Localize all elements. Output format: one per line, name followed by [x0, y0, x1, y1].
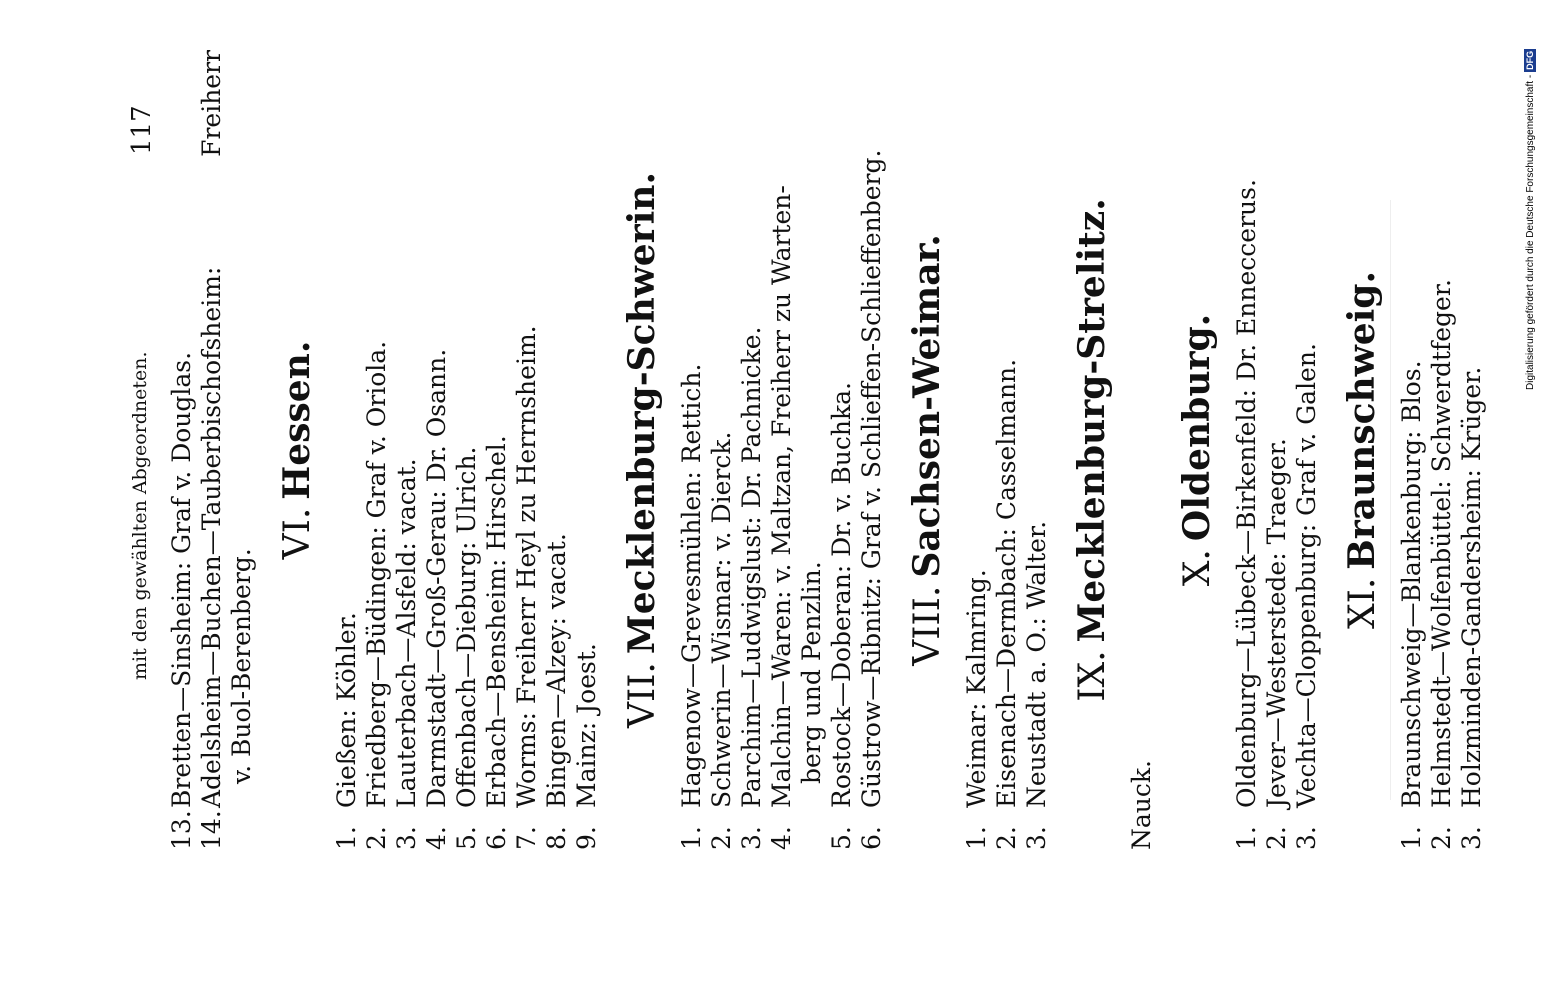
section-heading	[907, 50, 954, 850]
intro-list	[167, 50, 257, 850]
entry-line	[1232, 50, 1262, 850]
entry-text: Nauck.	[1127, 760, 1156, 850]
section-title: Braunschweig.	[1341, 271, 1383, 570]
entry-text: Hagenow—Grevesmühlen: Rettich.	[677, 363, 706, 808]
section-title: Hessen.	[276, 340, 318, 500]
entry-number: 4.	[422, 826, 451, 850]
entry-text: Schwerin—Wismar: v. Dierck.	[707, 431, 736, 808]
section-title: Sachsen-Weimar.	[906, 234, 948, 578]
page-edge-line	[1390, 200, 1391, 800]
entry-line	[422, 50, 452, 850]
entry-line	[707, 50, 737, 850]
section-numeral: VIII.	[907, 585, 948, 666]
state-section	[1157, 50, 1322, 850]
entry-line	[542, 50, 572, 850]
entry-line	[197, 50, 227, 850]
state-section	[1322, 50, 1487, 850]
entry-number: 2.	[992, 826, 1021, 850]
entry-line	[227, 50, 257, 850]
entry-number: 7.	[512, 826, 541, 850]
dfg-credit-text: Digitalisierung gefördert durch die Deutsche Forschungsgemeinschaft -	[1524, 74, 1536, 390]
entry-number: 5.	[827, 826, 856, 850]
entry-text: Vechta—Cloppenburg: Graf v. Galen.	[1292, 343, 1321, 808]
entry-number: 1.	[677, 826, 706, 850]
entry-number: 3.	[392, 826, 421, 850]
entry-number: 3.	[737, 826, 766, 850]
entry-text: Weimar: Kalmring.	[962, 569, 991, 808]
entry-line	[392, 50, 422, 850]
entry-number: 8.	[542, 826, 571, 850]
entry-line	[962, 50, 992, 850]
entry-number: 1.	[1232, 826, 1261, 850]
entry-number: 13.	[167, 810, 196, 850]
entry-number: 1.	[962, 826, 991, 850]
entry-line	[1262, 50, 1292, 850]
entry-text: Bretten—Sinsheim: Graf v. Douglas.	[167, 351, 196, 808]
entry-line	[1397, 50, 1427, 850]
entry-text: Erbach—Bensheim: Hirschel.	[482, 435, 511, 808]
entry-number: 3.	[1292, 826, 1321, 850]
section-heading	[277, 50, 324, 850]
section-title: Mecklenburg-Strelitz.	[1071, 198, 1113, 643]
header-text: mit den gewählten Abgeordneten.	[129, 351, 151, 680]
entry-text: Jever—Westerstede: Traeger.	[1262, 438, 1291, 808]
entry-text: Offenbach—Dieburg: Ulrich.	[452, 446, 481, 808]
entry-line	[827, 50, 857, 850]
entry-line	[452, 50, 482, 850]
entry-line	[332, 50, 362, 850]
section-numeral: XI.	[1342, 577, 1383, 630]
entry-line	[572, 50, 602, 850]
entry-text: Helmstedt—Wolfenbüttel: Schwerdtfeger.	[1427, 279, 1456, 808]
entry-trailing-text: Freiherr	[197, 50, 226, 157]
entry-text: Bingen—Alzey: vacat.	[542, 533, 571, 808]
entry-line	[737, 50, 767, 850]
entry-number: 1.	[1397, 826, 1426, 850]
entry-text: berg und Penzlin.	[797, 561, 826, 784]
entry-line	[167, 50, 197, 850]
dfg-logo: DFG	[1525, 50, 1535, 70]
entry-line	[677, 50, 707, 850]
section-heading	[622, 50, 669, 850]
entry-text: v. Buol-Berenberg.	[227, 548, 256, 784]
running-header	[125, 50, 155, 850]
entry-number: 6.	[482, 826, 511, 850]
entry-number: 2.	[1262, 826, 1291, 850]
entry-text: Malchin—Waren: v. Maltzan, Freiherr zu Warten-	[767, 185, 796, 808]
section-numeral: VI.	[277, 507, 318, 560]
entry-number: 4.	[767, 826, 796, 850]
entry-text: Lauterbach—Alsfeld: vacat.	[392, 458, 421, 808]
entry-line	[1427, 50, 1457, 850]
entry-number: 5.	[452, 826, 481, 850]
entry-text: Eisenach—Dermbach: Casselmann.	[992, 358, 1021, 808]
entry-text: Güstrow—Ribnitz: Graf v. Schlieffen-Schlieffenberg.	[857, 149, 886, 808]
entry-line	[482, 50, 512, 850]
page-content	[125, 50, 1487, 850]
entry-line	[512, 50, 542, 850]
sections	[257, 50, 1487, 850]
entry-text: Braunschweig—Blankenburg: Blos.	[1397, 360, 1426, 808]
entry-text: Neustadt a. O.: Walter.	[1022, 520, 1051, 808]
entry-number: 9.	[572, 826, 601, 850]
entry-number: 3.	[1457, 826, 1486, 850]
entry-text: Gießen: Köhler.	[332, 612, 361, 808]
section-numeral: X.	[1177, 549, 1218, 587]
state-section	[1052, 50, 1157, 850]
entry-number: 6.	[857, 826, 886, 850]
entry-number: 2.	[707, 826, 736, 850]
entry-line	[1127, 50, 1157, 850]
entry-line	[992, 50, 1022, 850]
entry-line	[1292, 50, 1322, 850]
section-numeral: VII.	[622, 662, 663, 729]
section-title: Oldenburg.	[1176, 313, 1218, 542]
entry-line	[1022, 50, 1052, 850]
page-number: 117	[127, 105, 157, 155]
entry-number: 1.	[332, 826, 361, 850]
entry-line	[857, 50, 887, 850]
section-heading	[1342, 50, 1389, 850]
entry-text: Worms: Freiherr Heyl zu Herrnsheim.	[512, 325, 541, 808]
entry-text: Holzminden-Gandersheim: Krüger.	[1457, 366, 1486, 808]
entry-number: 3.	[1022, 826, 1051, 850]
section-numeral: IX.	[1072, 650, 1113, 702]
entry-text: Parchim—Ludwigslust: Dr. Pachnicke.	[737, 326, 766, 808]
entry-number: 2.	[362, 826, 391, 850]
entry-text: Oldenburg—Lübeck—Birkenfeld: Dr. Enneccerus.	[1232, 179, 1261, 808]
entry-text: Rostock—Doberan: Dr. v. Buchka.	[827, 382, 856, 808]
section-heading	[1072, 50, 1119, 850]
state-section	[887, 50, 1052, 850]
section-title: Mecklenburg-Schwerin.	[621, 171, 663, 655]
entry-text: Adelsheim—Buchen—Tauberbischofsheim:	[197, 266, 226, 808]
entry-line	[767, 50, 797, 850]
entry-line	[797, 50, 827, 850]
entry-text: Darmstadt—Groß-Gerau: Dr. Osann.	[422, 348, 451, 808]
state-section	[257, 50, 602, 850]
entry-text: Mainz: Joest.	[572, 643, 601, 808]
section-heading	[1177, 50, 1224, 850]
state-section	[602, 50, 887, 850]
entry-line	[1457, 50, 1487, 850]
entry-number: 14.	[197, 810, 226, 850]
entry-line	[362, 50, 392, 850]
entry-text: Friedberg—Büdingen: Graf v. Oriola.	[362, 340, 391, 808]
entry-number: 2.	[1427, 826, 1456, 850]
